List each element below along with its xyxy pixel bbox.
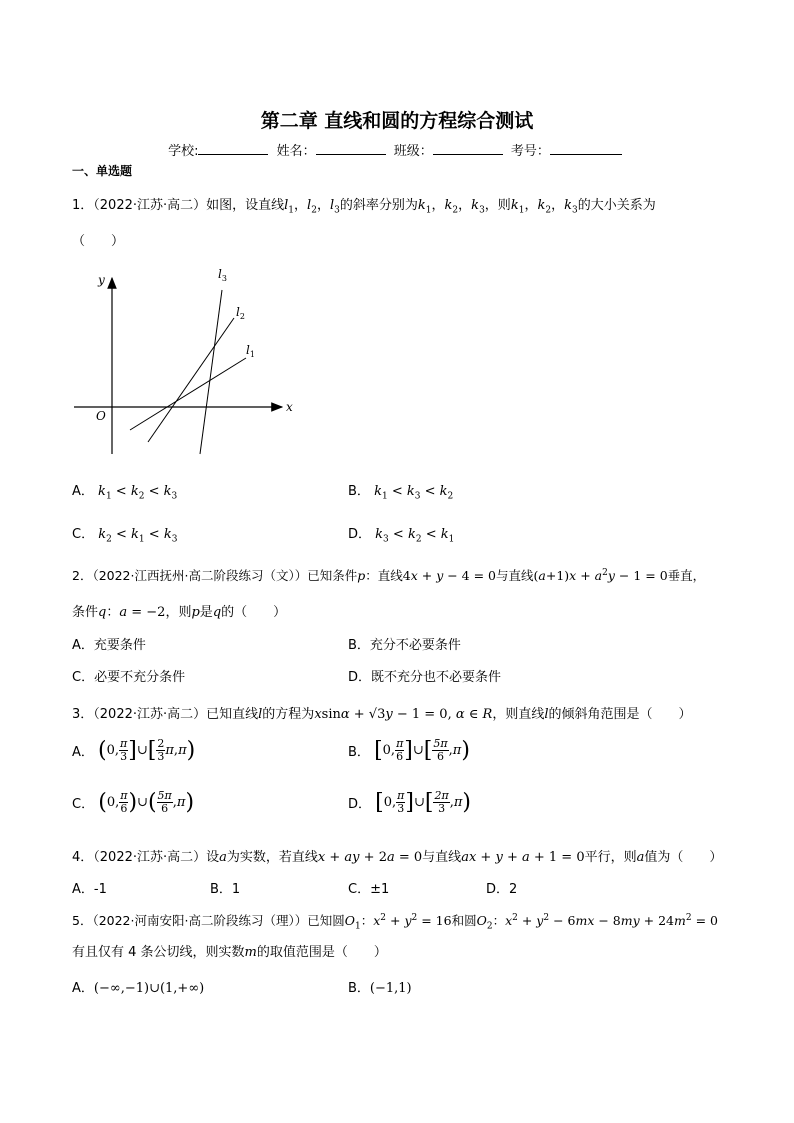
q3-option-d[interactable]: D． [0, $\frac{\pi}{3}$ ]∪[ $\frac{2\pi}{3}$ ,π)	[348, 789, 471, 815]
line-l1	[130, 358, 246, 430]
q4-option-a[interactable]: A．-1	[72, 882, 107, 897]
question-3-stem: 3．（2022·江苏·高二）已知直线l的方程为xsinα + √3y − 1 = 0, α ∈ R，则直线l的倾斜角范围是（ ）	[72, 707, 692, 722]
q5-option-b[interactable]: B．(−1,1)	[348, 981, 412, 996]
q4-option-c[interactable]: C．±1	[348, 882, 390, 897]
q2-option-d[interactable]: D．既不充分也不必要条件	[348, 670, 502, 685]
l2-label: $l_2$	[236, 305, 245, 321]
question-1-figure	[70, 262, 300, 462]
line-l2	[148, 318, 234, 442]
school-label: 学校:	[168, 144, 199, 159]
exam-no-label: 考号：	[510, 144, 550, 159]
name-blank[interactable]	[316, 142, 386, 155]
q2-option-a[interactable]: A．充要条件	[72, 638, 146, 653]
q3-option-a[interactable]: A． (0, $\frac{\pi}{3}$ ]∪[ $\frac{2}{3}$ π,π)	[72, 737, 196, 763]
q1-option-d[interactable]: D． $k_3 < k_2 < k_1$	[348, 527, 455, 545]
line-l3	[200, 290, 222, 454]
q1-option-c[interactable]: C． $k_2 < k_1 < k_3$	[72, 527, 178, 545]
question-2-stem-line2: 条件q：a = −2，则p是q的（ ）	[72, 605, 287, 620]
q4-option-d[interactable]: D．2	[486, 882, 518, 897]
l3-label: $l_3$	[218, 267, 227, 283]
class-blank[interactable]	[433, 142, 503, 155]
q4-option-b[interactable]: B．1	[210, 882, 241, 897]
section-heading: 一、单选题	[72, 164, 133, 178]
question-1-paren: （ ）	[72, 234, 125, 249]
q3-option-b[interactable]: B． [0, $\frac{\pi}{6}$ ]∪[ $\frac{5\pi}{6}$ ,π)	[348, 737, 470, 763]
question-2-stem: 2．（2022·江西抚州·高二阶段练习（文））已知条件p：直线4x + y − 4 = 0与直线$(a+1)x + a^2y - 1 = 0$垂直，	[72, 567, 706, 583]
exam-no-blank[interactable]	[550, 142, 622, 155]
name-label: 姓名：	[276, 144, 316, 159]
q2-option-b[interactable]: B．充分不必要条件	[348, 638, 461, 653]
question-4-stem: 4．（2022·江苏·高二）设a为实数，若直线x + ay + 2a = 0与直线ax + y + a + 1 = 0平行，则a值为（ ）	[72, 850, 723, 865]
question-5-stem-line2: 有且仅有 4 条公切线，则实数m的取值范围是（ ）	[72, 945, 387, 960]
student-info-line	[0, 140, 794, 159]
y-axis-label: y	[98, 273, 105, 287]
q1-option-a[interactable]: A． $k_1 < k_2 < k_3$	[72, 484, 178, 502]
q1-option-b[interactable]: B． $k_1 < k_3 < k_2$	[348, 484, 454, 502]
q5-option-a[interactable]: A．(−∞,−1)∪(1,+∞)	[72, 981, 205, 996]
question-5-stem: 5．（2022·河南安阳·高二阶段练习（理））已知圆$O_1$：$x^2 + y^2 = 16$和圆$O_2$：$x^2 + y^2 - 6mx - 8my + 24m^2 = 0$	[72, 912, 718, 932]
q3-option-c[interactable]: C． (0, $\frac{\pi}{6}$ )∪( $\frac{5\pi}{6}$ ,π)	[72, 789, 195, 815]
x-axis-label: x	[286, 400, 293, 414]
question-1-stem: 1．（2022·江苏·高二）如图，设直线$l_1$，$l_2$，$l_3$的斜率分别为$k_1$，$k_2$，$k_3$，则$k_1$，$k_2$，$k_3$的大小关系为	[72, 198, 656, 216]
origin-label: O	[96, 409, 106, 423]
page-title: 第二章 直线和圆的方程综合测试	[260, 110, 534, 132]
l1-label: $l_1$	[246, 343, 255, 359]
class-label: 班级：	[393, 144, 433, 159]
school-blank[interactable]	[198, 142, 268, 155]
q2-option-c[interactable]: C．必要不充分条件	[72, 670, 186, 685]
